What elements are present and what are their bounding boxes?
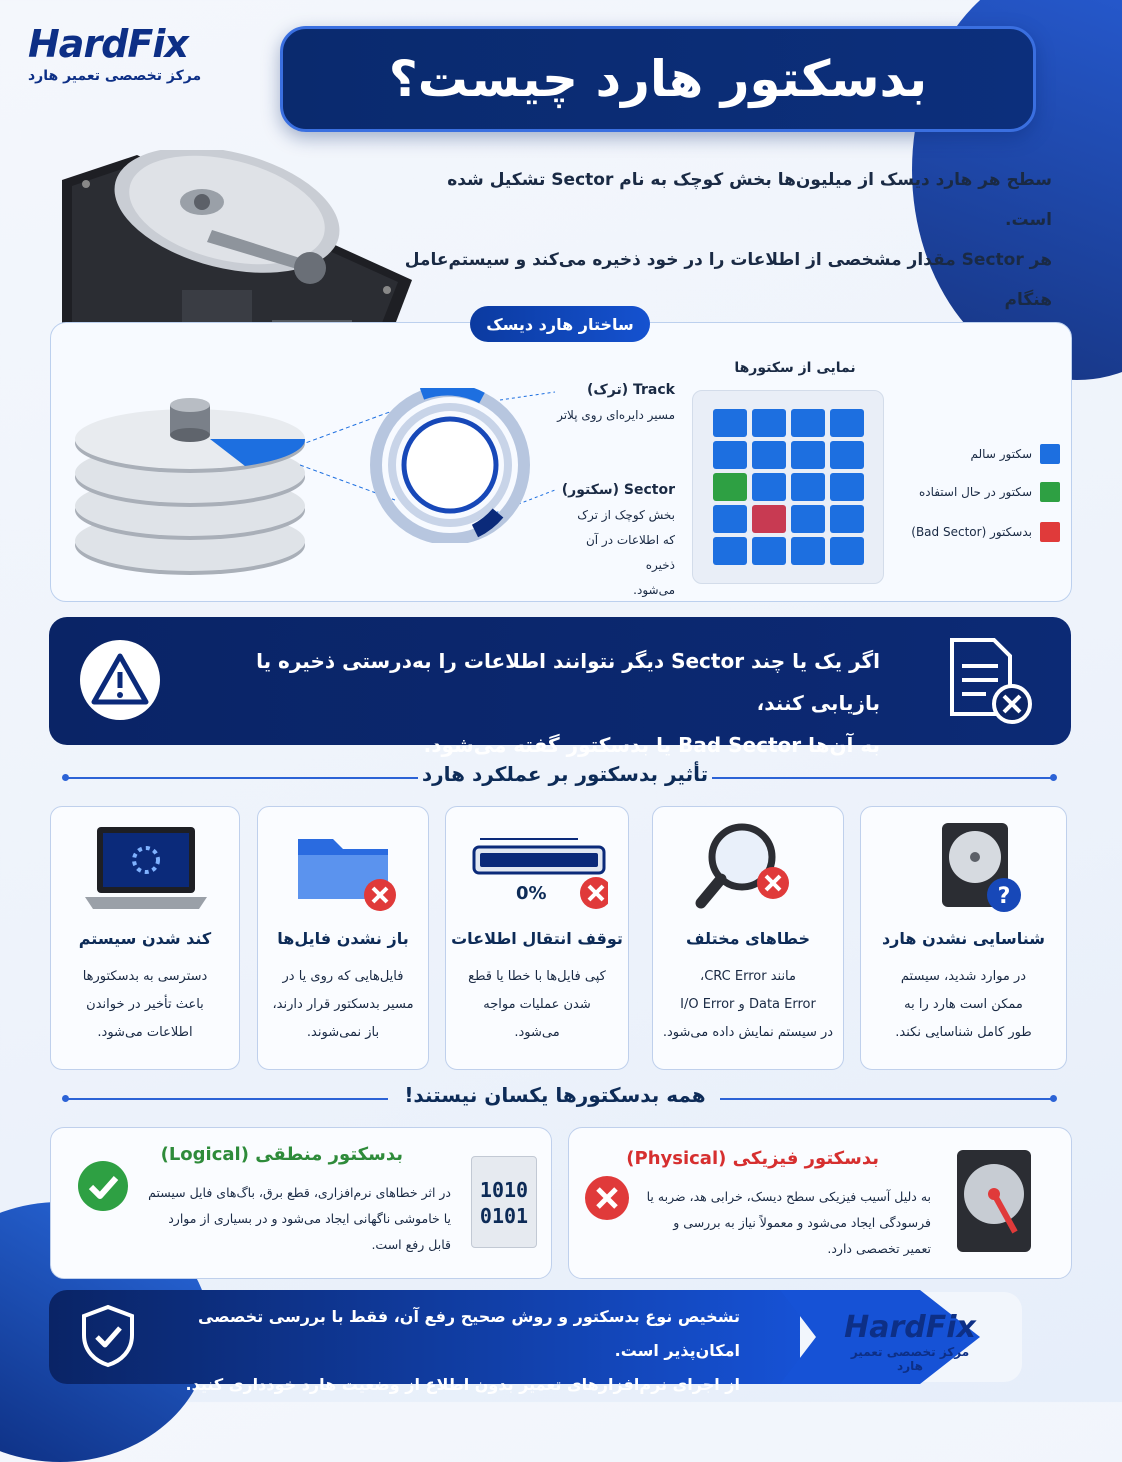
sector-cell-bad — [752, 505, 786, 533]
effect-title: شناسایی نشدن هارد — [881, 929, 1046, 948]
divider-dot — [62, 774, 69, 781]
types-heading: همه بدسکتورها یکسان نیستند! — [404, 1083, 706, 1107]
sector-cell — [752, 409, 786, 437]
warning-text — [200, 640, 880, 766]
sector-cell — [791, 441, 825, 469]
sector-cell — [791, 409, 825, 437]
shield-check-icon — [78, 1303, 138, 1369]
page-title: بدسکتور هارد چیست؟ — [388, 50, 928, 108]
sector-callout — [555, 478, 675, 603]
effect-title: توقف انتقال اطلاعات — [451, 929, 623, 948]
physical-card — [568, 1127, 1072, 1279]
track-diagram-icon — [370, 388, 530, 543]
footer-brand-name: HardFix — [844, 1310, 976, 1345]
sector-cell-in-use — [713, 473, 747, 501]
damaged-hdd-icon — [953, 1146, 1035, 1256]
divider-dot — [1050, 774, 1057, 781]
sector-desc-1: بخش کوچک از ترک — [577, 508, 675, 522]
magnifier-error-icon — [687, 817, 807, 917]
legend-bad: بدسکتور (Bad Sector) — [911, 522, 1060, 542]
sector-cell — [830, 505, 864, 533]
effect-card-transfer-stop — [445, 806, 629, 1070]
intro-line-1: سطح هر هارد دیسک از میلیون‌ها بخش کوچک به نام Sector تشکیل شده است. — [447, 170, 1052, 230]
sector-cell — [791, 537, 825, 565]
track-desc: مسیر دایره‌ای روی پلاتر — [557, 408, 675, 422]
legend-in-use: سکتور در حال استفاده — [919, 482, 1060, 502]
footer-brand — [840, 1310, 980, 1373]
sector-cell — [713, 441, 747, 469]
sector-desc-2: که اطلاعات در آن ذخیره — [585, 533, 675, 572]
sector-cell — [752, 473, 786, 501]
divider-dot — [1050, 1095, 1057, 1102]
binary-file-icon: 1010 0101 — [471, 1156, 537, 1248]
footer-text — [150, 1300, 740, 1402]
disk-structure-label: ساختار هارد دیسک — [470, 306, 650, 342]
track-label: Track (ترک) — [587, 382, 675, 398]
sector-label: Sector (سکتور) — [561, 482, 675, 498]
laptop-loading-icon — [81, 817, 211, 917]
warning-icon — [80, 640, 160, 720]
warning-line-1: اگر یک یا چند Sector دیگر نتوانند اطلاعات را به‌درستی ذخیره یا بازیابی کنند، — [256, 649, 880, 715]
effect-title: باز نشدن فایل‌ها — [277, 929, 409, 948]
progress-text: 0% — [516, 883, 547, 904]
sector-cell — [830, 409, 864, 437]
effect-desc: مانند CRC Error، Data Error و I/O Error در سیستم نمایش داده می‌شود. — [662, 969, 834, 1040]
sector-cell — [752, 537, 786, 565]
platter-stack-icon — [70, 395, 320, 580]
sector-desc-3: می‌شود. — [633, 583, 675, 597]
brand-subtitle: مرکز تخصصی تعمیر هارد — [28, 68, 202, 84]
brand-name: HardFix — [28, 22, 188, 66]
logical-card — [50, 1127, 552, 1279]
warning-line-2: به آن‌ها Bad Sector یا بدسکتور گفته می‌شود. — [423, 733, 880, 757]
effect-title: خطاهای مختلف — [685, 929, 810, 948]
divider-left — [66, 777, 418, 779]
effect-desc: در موارد شدید، سیستم ممکن است هارد را به طور کامل شناسایی نکند. — [895, 969, 1032, 1040]
sector-cell — [830, 537, 864, 565]
effect-card-not-detected — [860, 806, 1067, 1070]
hdd-question-icon — [921, 817, 1041, 917]
effect-card-files — [257, 806, 429, 1070]
sector-cell — [713, 409, 747, 437]
footer-brand-subtitle: مرکز تخصصی تعمیر هارد — [850, 1345, 970, 1373]
divider-right — [720, 1098, 1054, 1100]
sector-cell — [791, 473, 825, 501]
effect-card-errors — [652, 806, 844, 1070]
divider-dot — [62, 1095, 69, 1102]
page-title-box — [280, 26, 1036, 132]
sector-grid — [692, 390, 884, 584]
effect-desc: دسترسی به بدسکتورها باعث تأخیر در خواندن اطلاعات می‌شود. — [82, 969, 208, 1040]
effects-heading: تأثیر بدسکتور بر عملکرد هارد — [421, 762, 709, 786]
effect-card-slow — [50, 806, 240, 1070]
document-error-icon — [946, 636, 1038, 728]
effect-title: کند شدن سیستم — [78, 929, 212, 948]
logical-desc: در اثر خطاهای نرم‌افزاری، قطع برق، باگ‌های فایل سیستم یا خاموشی ناگهانی ایجاد می‌شود و در بسیاری از موارد قابل رفع است. — [148, 1185, 451, 1252]
brand-logo — [28, 22, 218, 84]
svg-text:?: ? — [997, 884, 1011, 909]
footer-line-1: تشخیص نوع بدسکتور و روش صحیح رفع آن، فقط با بررسی تخصصی امکان‌پذیر است. — [197, 1307, 740, 1360]
sector-cell — [791, 505, 825, 533]
intro-line-2: هر Sector مقدار مشخصی از اطلاعات را در خود ذخیره می‌کند و سیستم‌عامل هنگام — [404, 250, 1052, 310]
sector-cell — [830, 441, 864, 469]
effect-desc: فایل‌هایی که روی یا در مسیر بدسکتور قرار دارند، باز نمی‌شوند. — [272, 969, 414, 1040]
sector-grid-title: نمایی از سکتورها — [734, 360, 856, 376]
sector-cell — [713, 505, 747, 533]
track-callout — [555, 378, 675, 428]
physical-desc: به دلیل آسیب فیزیکی سطح دیسک، خرابی هد، ضربه یا فرسودگی ایجاد می‌شود و معمولاً نیاز به بررسی و تعمیر تخصصی دارد. — [646, 1189, 931, 1256]
sector-cell — [713, 537, 747, 565]
folder-error-icon — [288, 817, 408, 917]
footer-line-2: از اجرای نرم‌افزارهای تعمیر بدون اطلاع از وضعیت هارد خودداری کنید. — [185, 1375, 740, 1394]
effect-desc: کپی فایل‌ها با خطا یا قطع شدن عملیات مواجه می‌شود. — [468, 969, 606, 1040]
physical-title: بدسکتور فیزیکی (Physical) — [626, 1148, 879, 1169]
divider-left — [66, 1098, 388, 1100]
legend-healthy: سکتور سالم — [971, 444, 1060, 464]
sector-cell — [830, 473, 864, 501]
sector-cell — [752, 441, 786, 469]
logical-title: بدسکتور منطقی (Logical) — [160, 1144, 403, 1165]
divider-right — [712, 777, 1054, 779]
